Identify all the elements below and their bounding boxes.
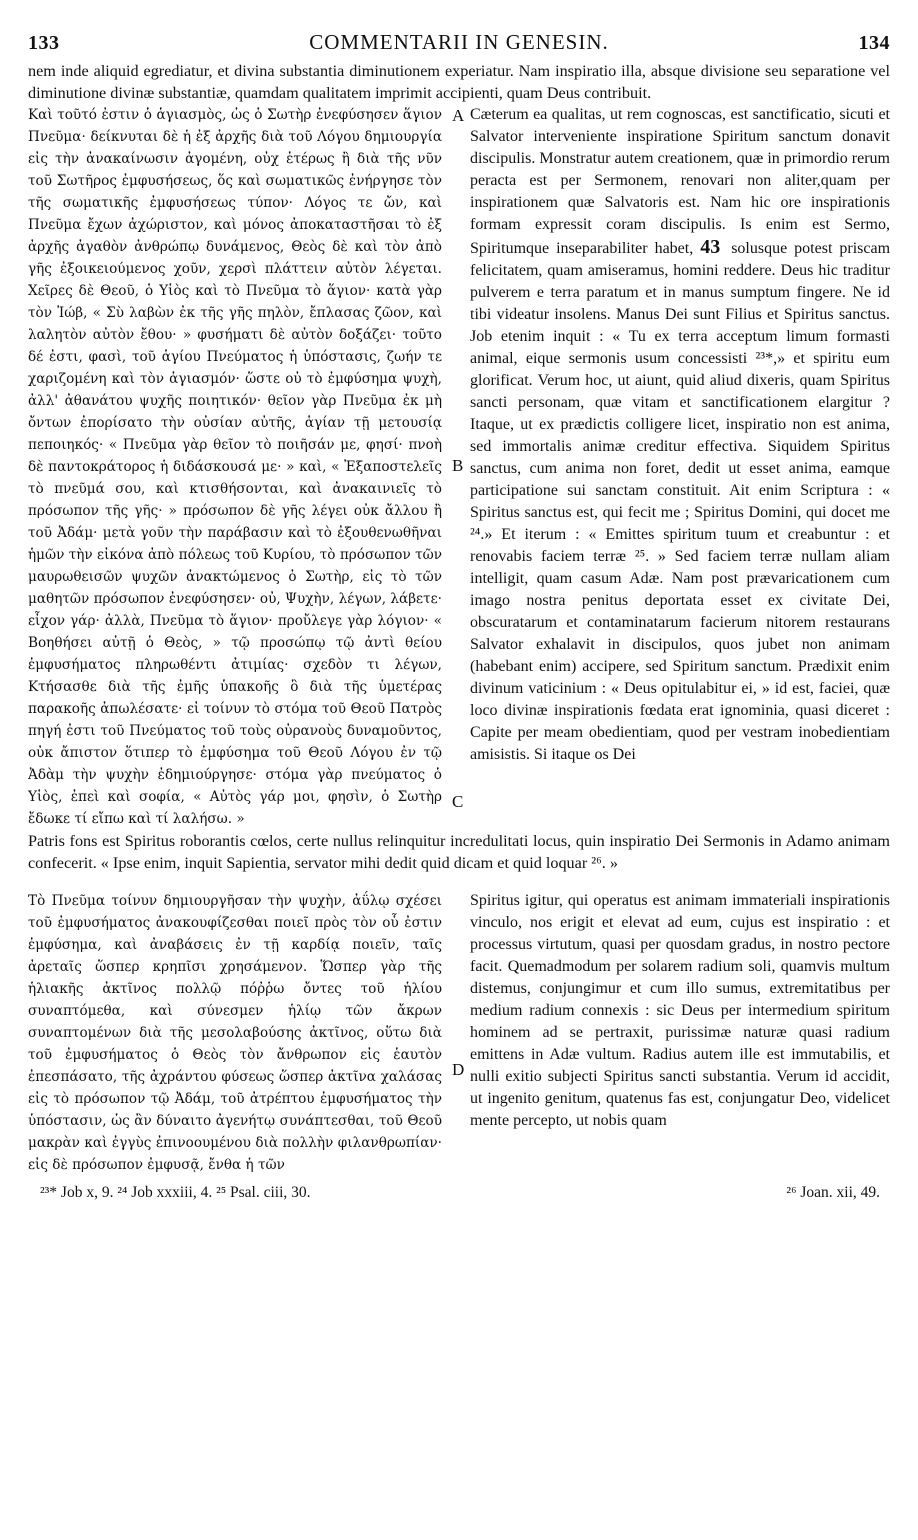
intro-latin-paragraph: nem inde aliquid egrediatur, et divina substantia diminutionem experiatur. Nam inspiratio illa, absque divisione seu separatione vel diminutione divinæ substantiæ, quamdam qualitatem imprimit accipienti, quam Deus contribuit.	[28, 62, 890, 102]
section-marker-a: A	[452, 106, 465, 125]
section-marker-c: C	[452, 792, 464, 811]
page	[28, 30, 890, 1202]
margin-number: 43	[700, 236, 721, 258]
greek-column-1: Καὶ τοῦτό ἐστιν ὁ ἁγιασμὸς, ὡς ὁ Σωτὴρ ἐνεφύσησεν ἅγιον Πνεῦμα· δείκνυται δὲ ἡ ἐξ ἀρχῆς διὰ τοῦ Λόγου δημιουργία εἰς τὴν ἀνακαίνωσιν ἀγομένη, οὐχ ἑτέρως ἢ διὰ τῆς νῦν τοῦ Σωτῆρος ἐμφυσήσεως, ὅς καὶ σωματικῶς ἐνήργησε τὸν τῆς σωματικῆς ἐμφυσήσεως τύπον· Λόγος τε ὤν, καὶ Πνεῦμα ἔχων ἀχώριστον, καὶ μόνος ἀποκαταστῆσαι τὸ ἐξ ἀρχῆς ἀγαθὸν ἀνθρώπῳ δυνάμενος, Θεὸς δὲ καὶ τὸν ἀπὸ γῆς ἐξοικειούμενος χοῦν, χερσὶ πλάττειν αὐτὸν λέγεται. Χεῖρες δὲ Θεοῦ, ὁ Υἱὸς καὶ τὸ Πνεῦμα τὸ ἅγιον· κατὰ γὰρ τὸν Ἰώβ, « Σὺ λαβὼν ἐκ τῆς γῆς πηλὸν, ἔπλασας ζῶον, καὶ λαλητὸν αὐτὸν ἔθου· » φυσήματι δὲ αὐτὸν δοξάζει· τοῦτο δέ ἐστι, φασὶ, τοῦ ἁγίου Πνεύματος ἡ ὑπόστασις, ζωήν τε χαριζομένη καὶ τὸν ἁγιασμόν· ὥστε οὐ τὸ ἐμφύσημα ψυχὴ, ἀλλ' ἀθανάτου ψυχῆς ποιητικόν· θεῖον γὰρ Πνεῦμα ἐκ μὴ ὄντων ἐπορίσατο τὴν οὐσίαν αὐτῆς, ἁγίαν τῇ μετουσίᾳ πεποιηκός· « Πνεῦμα γὰρ θεῖον τὸ ποιῆσάν με, φησί· πνοὴ δὲ παντοκράτορος ἡ διδάσκουσά με· » καὶ, « Ἐξαποστελεῖς τὸ πνεῦμά σου, καὶ κτισθήσονται, καὶ ἀνακαινιεῖς τὸ πρόσωπον τῆς γῆς· » πρόσωπον δὲ γῆς λέγει οὐκ ἄλλου ἢ τοῦ Ἀδάμ· μετὰ γοῦν τὴν παράβασιν καὶ τὸ ἐξουθενωθῆναι ἡμῶν τὴν εἰκόνα ἀπὸ πόλεως τοῦ Κυρίου, τὸ πρόσωπον τῶν μαυρωθεισῶν ψυχῶν ἀνακτώμενος ὁ Σωτὴρ, εἰς τὸ τῶν μαθητῶν πρόσωπον ἐνεφύσησεν· οὐ, Ψυχὴν, λέγων, λάβετε· εἶχον γάρ· ἀλλὰ, Πνεῦμα τὸ ἅγιον· προὔλεγε γὰρ λόγιον· « Βοηθήσει αὐτῇ ὁ Θεὸς, » τῷ προσώπῳ τῷ ἀντὶ θείου ἐμφυσήματος πληρωθέντι ἀτιμίας· σχεδὸν τι λέγων, Κτήσασθε διὰ τῆς ἐμῆς ὑπακοῆς ὃ διὰ τῆς ὑμετέρας παρακοῆς ἀπωλέσατε· εἰ τοίνυν τὸ στόμα τοῦ Θεοῦ Πατρὸς πηγή ἐστι τοῦ Πνεύματος τοῦ τοὺς οὐρανοὺς δυναμοῦντος, οὐκ ἄπιστον ὅτιπερ τὸ ἐμφύσημα τοῦ Θεοῦ Λόγου ἐν τῷ Ἀδὰμ τὴν ψυχὴν ἐδημιούργησε· στόμα γὰρ πνεύματος ὁ Υἱὸς, ἐπεὶ καὶ σοφία, « Αὐτὸς γάρ μοι, φησὶν, ὁ Σωτὴρ ἔδωκε τί εἴπω καὶ τί λαλήσω. »	[28, 107, 442, 827]
running-title: COMMENTARII IN GENESIN.	[309, 30, 609, 54]
section-marker-b: B	[452, 456, 464, 475]
footnotes	[28, 1184, 890, 1202]
footnotes-left: ²³* Job x, 9. ²⁴ Job xxxiii, 4. ²⁵ Psal. ciii, 30.	[40, 1184, 311, 1201]
left-page-number: 133	[28, 32, 60, 54]
latin-column-1-part-a: Cæterum ea qualitas, ut rem cognoscas, est sanctificatio, sicuti et Salvator interveniente inspiratione Spiritum sanctum donavit discipulis. Monstratur autem creationem, quæ in primordio rerum peracta est per Sermonem, renovari non aliter,quam per inspirationem quæ Salvatoris est. Nam hic ore inspirationis formam expressit coram discipulis. Is enim est Sermo, Spiritumque inseparabiliter habet,	[470, 106, 890, 257]
latin-column-1	[470, 104, 890, 830]
latin-column-1-part-b: solusque potest priscam felicitatem, quam amiseramus, homini reddere. Deus hic traditur pulverem e terra paratum et in manus sumptum fingere. Ne id tibi videatur insolens. Manus Dei sunt Filius et Spiritus sanctus. Job etenim inquit : « Tu ex terra acceptum limum formasti animal, eique sermonis usum concessisti ²³*,» et spiritu eum glorificat. Verum hoc, ut aiunt, quid aliud dixeris, quam Spiritus sancti personam, quæ vitam et sanctificationem elargitur ? Itaque, ut ex prædictis colligere licet, inspiratio non est anima, sed immortalis animæ creditur effectiva. Siquidem Spiritus sanctus, cum anima non foret, dedit ut esset anima, eamque participatione sui sanctam constituit. Ait enim Scriptura : « Spiritus sanctus est, qui fecit me ; Spiritus Domini, qui docet me ²⁴.» Et iterum : « Emittes spiritum tuum et creabuntur : et renovabis faciem terræ ²⁵. » Sed faciem terræ nullam aliam intelligit, quam casum Adæ. Nam post prævaricationem cum imago nostra penitus deportata esset ex civitate Dei, obscuratarum et contaminatarum facierum nitorem restaurans Salvator exhalavit in discipulos, quos jubet non animam (habebant enim) accipere, sed Spiritum sanctum. Prædixit enim divinum vaticinium : « Deus opitulabitur ei, » id est, faciei, quæ loco divinæ inspirationis fœdata erat ignominia, quasi diceret : Capite per meam obedientiam, quod per vestram inobedientiam amisistis. Si itaque os Dei	[470, 240, 891, 763]
right-page-number: 134	[858, 32, 890, 54]
footnotes-right: ²⁶ Joan. xii, 49.	[786, 1184, 880, 1201]
parallel-columns-1	[28, 104, 890, 830]
middle-latin-paragraph: Patris fons est Spiritus roborantis cœlos, certe nullus relinquitur incredulitati locus, quin inspiratio Dei Sermonis in Adamo animam confecerit. « Ipse enim, inquit Sapientia, servator mihi dedit quid dicam et quid loquar ²⁶. »	[28, 832, 890, 872]
greek-column-2: Τὸ Πνεῦμα τοίνυν δημιουργῆσαν τὴν ψυχὴν, ἀΰλῳ σχέσει τοῦ ἐμφυσήματος ἀνακουφίζεσθαι ποιεῖ πρὸς τὸν οὗ ἐστιν ἐμφύσημα, καὶ ἀναβάσεις ἐν τῇ καρδίᾳ ποιεῖν, ταῖς ἀρεταῖς ὥσπερ κρηπῖσι χρησάμενον. Ὥσπερ γὰρ τῆς ἡλιακῆς ἀκτῖνος πολλῷ πόῤῥω ὄντες τοῦ ἡλίου συναπτόμεθα, καὶ σύνεσμεν ἡλίῳ τῶν ἄκρων συναπτομένων διὰ τῆς μεσολαβούσης ἀκτῖνος, οὕτω διὰ τοῦ ἐμφυσήματος ὁ Θεὸς τὸν ἄνθρωπον εἰς ἑαυτὸν ἐπεσπάσατο, τῆς ἀχράντου φύσεως ὥσπερ ἀκτῖνα χαλάσας εἰς τὸ πρόσωπον τῷ Ἀδάμ, τοῦ ἀτρέπτου ἐμφυσήματος τὴν ὑπόστασιν, ὡς ἂν δύναιτο ἀγενήτῳ συνάπτεσθαι, τοῦ Θεοῦ μακρὰν καὶ ἐγγὺς ἐπινοουμένου διὰ πολλὴν φιλανθρωπίαν· εἰς δὲ πρόσωπον ἐμφυσᾷ, ἔνθα ἡ τῶν	[28, 893, 442, 1173]
running-header	[28, 30, 890, 60]
section-marker-d: D	[452, 1060, 465, 1079]
latin-column-2: Spiritus igitur, qui operatus est animam immateriali inspirationis vinculo, nos erigit et elevat ad eum, cujus est inspiratio : et processus virtutum, quasi per quosdam gradus, in nostro pectore facit. Quemadmodum per solarem radium soli, quamvis multum distemus, conjungimur et cum illo sumus, extremitatibus per medium radium connexis : sic Deus per intermedium spiritum hominem ad se pertraxit, purissimæ naturæ quasi radium emittens in Adæ vultum. Radius autem ille est immutabilis, et nulli exitio subjecti Spiritus sancti substantia. Verum id accidit, ut ingenito genitum, quatenus fas est, conjungatur Deo, videlicet mente percepto, ut nobis quam	[470, 892, 890, 1129]
parallel-columns-2	[28, 890, 890, 1176]
